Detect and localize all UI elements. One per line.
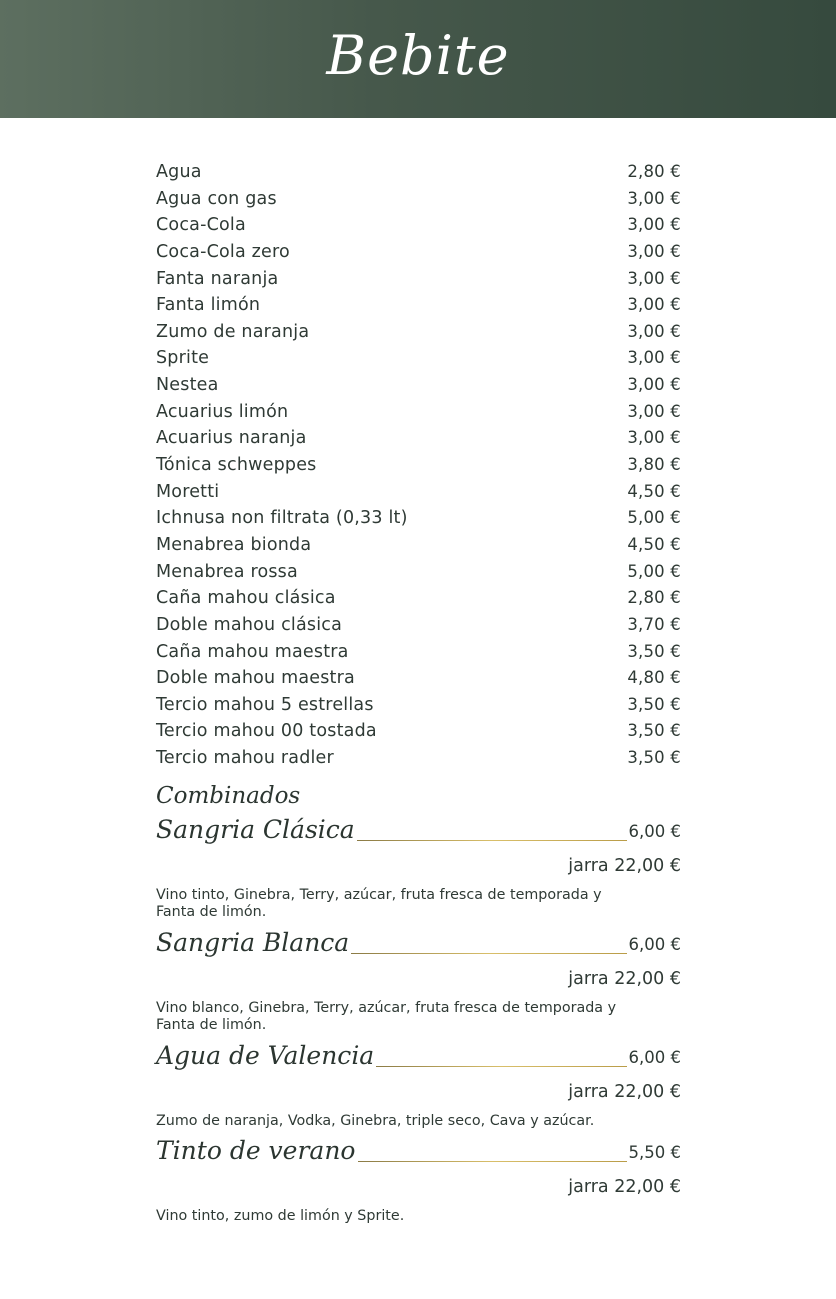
drink-item (156, 612, 681, 639)
drink-name: Doble mahou maestra (156, 668, 355, 689)
leader-line (351, 953, 626, 954)
drink-name: Caña mahou maestra (156, 641, 349, 662)
drink-name: Acuarius limón (156, 401, 289, 422)
drink-price: 3,00 € (627, 295, 681, 315)
drink-item (156, 559, 681, 586)
combo-header (156, 924, 681, 960)
drink-price: 3,00 € (627, 268, 681, 288)
menu-content (156, 159, 681, 1228)
drink-item (156, 212, 681, 239)
drink-price: 3,00 € (627, 241, 681, 261)
drink-price: 3,80 € (627, 455, 681, 475)
combo-header (156, 1132, 681, 1168)
drinks-list (156, 159, 681, 772)
menu-title: Bebite (326, 24, 510, 87)
combo-item (156, 924, 681, 1035)
drink-name: Caña mahou clásica (156, 588, 336, 609)
drink-name: Coca-Cola zero (156, 241, 290, 262)
drink-name: Coca-Cola (156, 215, 246, 236)
drink-item (156, 718, 681, 745)
drink-name: Ichnusa non filtrata (0,33 lt) (156, 508, 408, 529)
drink-price: 3,50 € (627, 748, 681, 768)
combo-item (156, 1132, 681, 1226)
drink-name: Acuarius naranja (156, 428, 307, 449)
drink-price: 3,00 € (627, 375, 681, 395)
drink-price: 5,00 € (627, 561, 681, 581)
drink-item (156, 319, 681, 346)
combo-jarra-price: jarra 22,00 € (568, 855, 681, 876)
drink-item (156, 532, 681, 559)
drink-price: 4,50 € (627, 481, 681, 501)
menu-header (0, 0, 836, 118)
combinados-title: Combinados (156, 782, 301, 809)
drink-name: Tercio mahou 5 estrellas (156, 694, 374, 715)
drink-price: 3,00 € (627, 215, 681, 235)
combo-item (156, 1037, 681, 1131)
combo-price: 6,00 € (628, 934, 681, 954)
drink-item (156, 186, 681, 213)
combo-description: Vino tinto, Ginebra, Terry, azúcar, fruta fresca de temporada y Fanta de limón. (156, 886, 602, 921)
drink-name: Nestea (156, 375, 219, 396)
combo-price: 6,00 € (628, 1047, 681, 1067)
drink-name: Menabrea rossa (156, 561, 298, 582)
drink-name: Fanta naranja (156, 268, 279, 289)
drink-price: 2,80 € (627, 162, 681, 181)
drink-item (156, 266, 681, 293)
drink-price: 4,80 € (627, 668, 681, 688)
drink-price: 3,00 € (627, 348, 681, 368)
drink-price: 3,50 € (627, 641, 681, 661)
drink-item (156, 239, 681, 266)
drink-price: 5,00 € (627, 508, 681, 528)
combo-name: Sangria Clásica (156, 814, 355, 844)
drink-item (156, 399, 681, 426)
combo-jarra-price: jarra 22,00 € (568, 1081, 681, 1102)
drink-name: Agua con gas (156, 188, 277, 209)
drink-price: 3,00 € (627, 188, 681, 208)
drink-item (156, 292, 681, 319)
drink-price: 4,50 € (627, 534, 681, 554)
drink-item (156, 505, 681, 532)
combo-name: Sangria Blanca (156, 927, 350, 957)
combo-jarra-price: jarra 22,00 € (568, 1177, 681, 1198)
drink-price: 3,00 € (627, 321, 681, 341)
drink-name: Menabrea bionda (156, 534, 312, 555)
combo-item (156, 811, 681, 922)
drink-price: 2,80 € (627, 588, 681, 608)
drink-item (156, 665, 681, 692)
drink-name: Zumo de naranja (156, 321, 310, 342)
drink-item (156, 745, 681, 772)
drink-name: Agua (156, 162, 202, 182)
drink-item (156, 425, 681, 452)
drink-price: 3,50 € (627, 721, 681, 741)
combo-description: Vino blanco, Ginebra, Terry, azúcar, fruta fresca de temporada y Fanta de limón. (156, 999, 617, 1034)
drink-name: Doble mahou clásica (156, 614, 343, 635)
combo-description: Zumo de naranja, Vodka, Ginebra, triple seco, Cava y azúcar. (156, 1112, 595, 1129)
drink-name: Tercio mahou 00 tostada (156, 721, 377, 742)
drink-price: 3,70 € (627, 614, 681, 634)
combo-jarra-price: jarra 22,00 € (568, 968, 681, 989)
combo-price: 5,50 € (628, 1143, 681, 1163)
combo-price: 6,00 € (628, 821, 681, 841)
combo-header (156, 1037, 681, 1073)
drink-item (156, 452, 681, 479)
drink-item (156, 372, 681, 399)
leader-line (376, 1066, 626, 1067)
drink-name: Fanta limón (156, 295, 261, 316)
drink-name: Sprite (156, 348, 210, 369)
combo-name: Tinto de verano (156, 1136, 356, 1166)
drink-name: Moretti (156, 481, 220, 502)
drink-price: 3,00 € (627, 428, 681, 448)
leader-line (358, 1161, 627, 1162)
drink-item (156, 345, 681, 372)
drink-item (156, 159, 681, 186)
drink-price: 3,00 € (627, 401, 681, 421)
leader-line (357, 840, 627, 841)
drink-item (156, 585, 681, 612)
drink-name: Tónica schweppes (156, 455, 317, 476)
drink-price: 3,50 € (627, 694, 681, 714)
combo-name: Agua de Valencia (156, 1040, 375, 1070)
drink-item (156, 479, 681, 506)
drink-item (156, 692, 681, 719)
combo-description: Vino tinto, zumo de limón y Sprite. (156, 1208, 405, 1225)
drink-name: Tercio mahou radler (156, 748, 334, 769)
combo-header (156, 811, 681, 847)
drink-item (156, 639, 681, 666)
